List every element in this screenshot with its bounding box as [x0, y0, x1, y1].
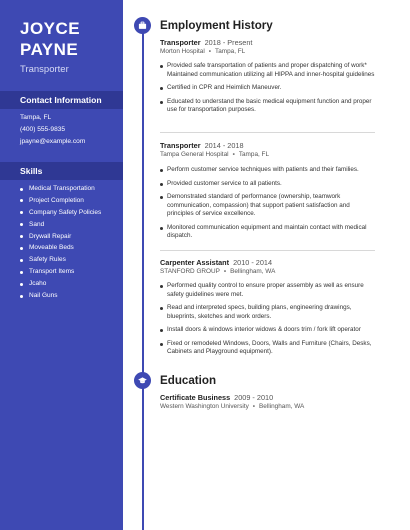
separator-dot: •: [252, 403, 256, 410]
skill-item: Transport Items: [20, 266, 101, 278]
contact-heading: Contact Information: [0, 91, 123, 109]
job-title-text: Carpenter Assistant: [160, 258, 230, 267]
skill-item: Safety Rules: [20, 254, 101, 266]
job-2-employer: [160, 151, 269, 158]
job-bullet: Educated to understand the basic medical equipment function and proper use for transportation purposes.: [160, 98, 375, 115]
job-divider: [160, 132, 375, 133]
job-bullet: Read and interpreted specs, building plans, engineering drawings, blueprints, sketches and work orders.: [160, 304, 375, 321]
school-name: Western Washington University: [160, 403, 249, 410]
skill-item: Nail Guns: [20, 290, 101, 302]
sidebar: [0, 0, 123, 530]
briefcase-icon: [134, 17, 151, 34]
job-divider: [160, 250, 375, 251]
contact-email[interactable]: jpayne@example.com: [20, 138, 86, 145]
contact-phone[interactable]: (400) 555-9835: [20, 126, 66, 133]
separator-dot: •: [208, 48, 212, 55]
school-location: Bellingham, WA: [259, 403, 305, 410]
job-1-bullets: [160, 62, 375, 115]
separator-dot: •: [232, 151, 235, 158]
education-dates: 2009 - 2010: [234, 393, 274, 402]
job-2-title: [160, 141, 244, 150]
job-bullet: Provided safe transportation of patients and proper dispatching of work* Maintained communication utilizing all HIPPA and inner-hospital guidelines: [160, 62, 375, 79]
job-bullet: Demonstrated standard of performance (ownership, teamwork communication, compassion) that support patient satisfaction and principles of service excellence.: [160, 193, 375, 219]
job-bullet: Certified in CPR and Heimlich Maneuver.: [160, 84, 375, 93]
education-degree: [160, 393, 273, 402]
job-dates: 2014 - 2018: [204, 141, 244, 150]
skill-item: Medical Transportation: [20, 183, 101, 195]
timeline-line: [142, 20, 144, 530]
job-location: Tampa, FL: [215, 48, 246, 55]
skill-item: Company Safety Policies: [20, 207, 101, 219]
education-heading: Education: [160, 374, 217, 387]
skills-heading: Skills: [0, 162, 123, 180]
company-name: Morton Hospital: [160, 48, 205, 55]
candidate-name: [20, 18, 80, 60]
job-3-bullets: [160, 282, 375, 357]
skill-item: Jcaho: [20, 278, 101, 290]
job-bullet: Perform customer service techniques with patients and their families.: [160, 166, 375, 175]
job-title-text: Transporter: [160, 141, 201, 150]
job-title-headline: Transporter: [20, 64, 69, 75]
skill-item: Sand: [20, 219, 101, 231]
separator-dot: •: [223, 268, 227, 275]
job-bullet: Provided customer service to all patients.: [160, 180, 375, 189]
job-1-employer: [160, 48, 245, 55]
first-name: JOYCE: [20, 19, 81, 38]
job-dates: 2010 - 2014: [233, 258, 273, 267]
employment-heading: Employment History: [160, 19, 273, 32]
job-2-bullets: [160, 166, 375, 241]
company-name: Tampa General Hospital: [160, 151, 229, 158]
graduation-cap-icon: [134, 372, 151, 389]
degree-text: Certificate Business: [160, 393, 231, 402]
education-school: [160, 403, 304, 410]
job-title-text: Transporter: [160, 38, 201, 47]
contact-city: Tampa, FL: [20, 114, 52, 121]
job-bullet: Monitored communication equipment and maintain contact with medical dispatch.: [160, 224, 375, 241]
job-1-title: [160, 38, 252, 47]
job-bullet: Fixed or remodeled Windows, Doors, Walls and Furniture (Chairs, Desks, Cabinets and Playground equipment).: [160, 340, 375, 357]
company-name: STANFORD GROUP: [160, 268, 220, 275]
job-3-employer: [160, 268, 275, 275]
job-location: Tampa, FL: [238, 151, 270, 158]
skills-list: [20, 183, 101, 302]
skill-item: Drywall Repair: [20, 231, 101, 243]
last-name: PAYNE: [20, 40, 79, 59]
skill-item: Project Completion: [20, 195, 101, 207]
skill-item: Moveable Beds: [20, 242, 101, 254]
job-bullet: Performed quality control to ensure proper assembly as well as ensure safety guidelines were met.: [160, 282, 375, 299]
job-3-title: [160, 258, 272, 267]
job-bullet: Install doors & windows interior widows & doors trim / fork lift operator: [160, 326, 375, 335]
job-location: Bellingham, WA: [230, 268, 276, 275]
job-dates: 2018 - Present: [204, 38, 253, 47]
